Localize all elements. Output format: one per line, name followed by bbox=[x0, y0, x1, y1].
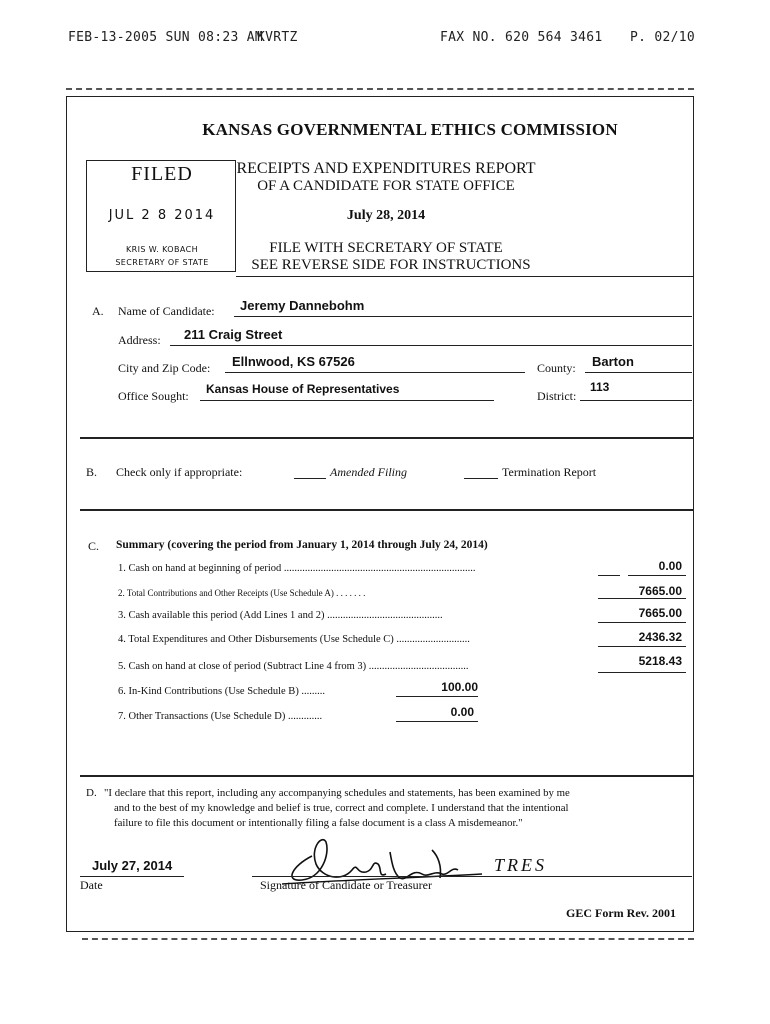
city-value: Ellnwood, KS 67526 bbox=[232, 354, 355, 369]
line2-underline bbox=[598, 598, 686, 599]
summary-line-6: 6. In-Kind Contributions (Use Schedule B) ......... bbox=[118, 686, 326, 697]
section-a-divider bbox=[80, 437, 694, 439]
candidate-name-value: Jeremy Dannebohm bbox=[240, 298, 365, 313]
city-underline bbox=[225, 372, 525, 373]
district-underline bbox=[580, 400, 692, 401]
summary-value-6: 100.00 bbox=[441, 680, 478, 694]
termination-checkbox[interactable] bbox=[464, 478, 498, 479]
address-underline bbox=[170, 345, 692, 346]
filed-label: FILED bbox=[131, 163, 193, 185]
report-title: RECEIPTS AND EXPENDITURES REPORT bbox=[236, 160, 536, 177]
line1-underline-b bbox=[628, 575, 686, 576]
stamp-name: KRIS W. KOBACH bbox=[126, 245, 198, 254]
header-divider bbox=[236, 276, 694, 277]
form-revision: GEC Form Rev. 2001 bbox=[566, 906, 676, 920]
line6-underline bbox=[396, 696, 478, 697]
section-a-letter: A. bbox=[92, 304, 104, 318]
summary-heading: Summary (covering the period from January 1, 2014 through July 24, 2014) bbox=[116, 539, 488, 551]
top-scan-edge bbox=[66, 88, 694, 90]
county-underline bbox=[585, 372, 692, 373]
section-b-letter: B. bbox=[86, 465, 98, 479]
county-value: Barton bbox=[592, 354, 634, 369]
summary-value-3: 7665.00 bbox=[638, 606, 682, 620]
bottom-scan-edge bbox=[82, 938, 694, 940]
date-label: Date bbox=[80, 878, 103, 892]
candidate-name-label: Name of Candidate: bbox=[118, 304, 215, 318]
section-c-divider bbox=[80, 775, 694, 777]
summary-line-5: 5. Cash on hand at close of period (Subtract Line 4 from 3) ...................................... bbox=[118, 661, 469, 672]
check-label: Check only if appropriate: bbox=[116, 465, 243, 479]
summary-value-2: 7665.00 bbox=[638, 584, 682, 598]
signature-underline bbox=[252, 876, 692, 877]
amended-label: Amended Filing bbox=[330, 465, 407, 479]
summary-line-7: 7. Other Transactions (Use Schedule D) ............. bbox=[118, 711, 323, 722]
filed-date: JUL 2 8 2014 bbox=[108, 208, 216, 223]
address-value: 211 Craig Street bbox=[184, 327, 283, 342]
county-label: County: bbox=[537, 361, 576, 375]
summary-value-5: 5218.43 bbox=[638, 654, 682, 668]
line3-underline bbox=[598, 622, 686, 623]
summary-value-1: 0.00 bbox=[658, 559, 682, 573]
section-c-letter: C. bbox=[88, 539, 100, 553]
file-with: FILE WITH SECRETARY OF STATE bbox=[269, 240, 503, 256]
declaration-line-1: "I declare that this report, including any accompanying schedules and statements, has been examined by me bbox=[104, 787, 570, 799]
see-reverse: SEE REVERSE SIDE FOR INSTRUCTIONS bbox=[251, 257, 531, 273]
office-underline bbox=[200, 400, 494, 401]
office-label: Office Sought: bbox=[118, 389, 189, 403]
amended-checkbox[interactable] bbox=[294, 478, 326, 479]
section-b-divider bbox=[80, 509, 694, 511]
declaration-line-2: and to the best of my knowledge and belief is true, correct and complete. I understand that the intentional bbox=[114, 802, 569, 814]
section-d-letter: D. bbox=[86, 787, 97, 799]
summary-line-4: 4. Total Expenditures and Other Disbursements (Use Schedule C) ............................ bbox=[118, 634, 470, 645]
report-date: July 28, 2014 bbox=[346, 208, 426, 223]
line5-underline bbox=[598, 672, 686, 673]
termination-label: Termination Report bbox=[502, 465, 597, 479]
name-underline bbox=[234, 316, 692, 317]
fax-page: P. 02/10 bbox=[630, 30, 696, 45]
line7-underline bbox=[396, 721, 478, 722]
declaration-line-3: failure to file this document or intentionally filing a false document is a class A misdemeanor." bbox=[114, 817, 523, 829]
filed-stamp bbox=[86, 160, 236, 272]
office-value: Kansas House of Representatives bbox=[206, 382, 400, 396]
declaration-date-value: July 27, 2014 bbox=[92, 858, 173, 873]
summary-value-4: 2436.32 bbox=[638, 630, 682, 644]
district-value: 113 bbox=[590, 380, 610, 394]
report-subtitle: OF A CANDIDATE FOR STATE OFFICE bbox=[257, 178, 515, 194]
summary-line-3: 3. Cash available this period (Add Lines 1 and 2) ............................................ bbox=[118, 610, 443, 621]
line1-underline-a bbox=[598, 575, 620, 576]
summary-line-1: 1. Cash on hand at beginning of period ......................................................................... bbox=[118, 563, 476, 574]
date-underline bbox=[80, 876, 184, 877]
commission-title: KANSAS GOVERNMENTAL ETHICS COMMISSION bbox=[202, 120, 618, 139]
fax-number: FAX NO. 620 564 3461 bbox=[440, 30, 603, 45]
summary-value-7: 0.00 bbox=[450, 705, 474, 719]
address-label: Address: bbox=[118, 333, 161, 347]
district-label: District: bbox=[537, 389, 577, 403]
line4-underline bbox=[598, 646, 686, 647]
fax-sender: KVRTZ bbox=[257, 30, 298, 45]
city-label: City and Zip Code: bbox=[118, 361, 211, 375]
fax-datetime: FEB-13-2005 SUN 08:23 AM bbox=[68, 30, 264, 45]
summary-line-2: 2. Total Contributions and Other Receipts (Use Schedule A) . . . . . . . bbox=[118, 588, 366, 598]
signature-label: Signature of Candidate or Treasurer bbox=[260, 878, 432, 892]
stamp-office: SECRETARY OF STATE bbox=[115, 258, 209, 267]
signature-title: TRES bbox=[494, 855, 548, 875]
